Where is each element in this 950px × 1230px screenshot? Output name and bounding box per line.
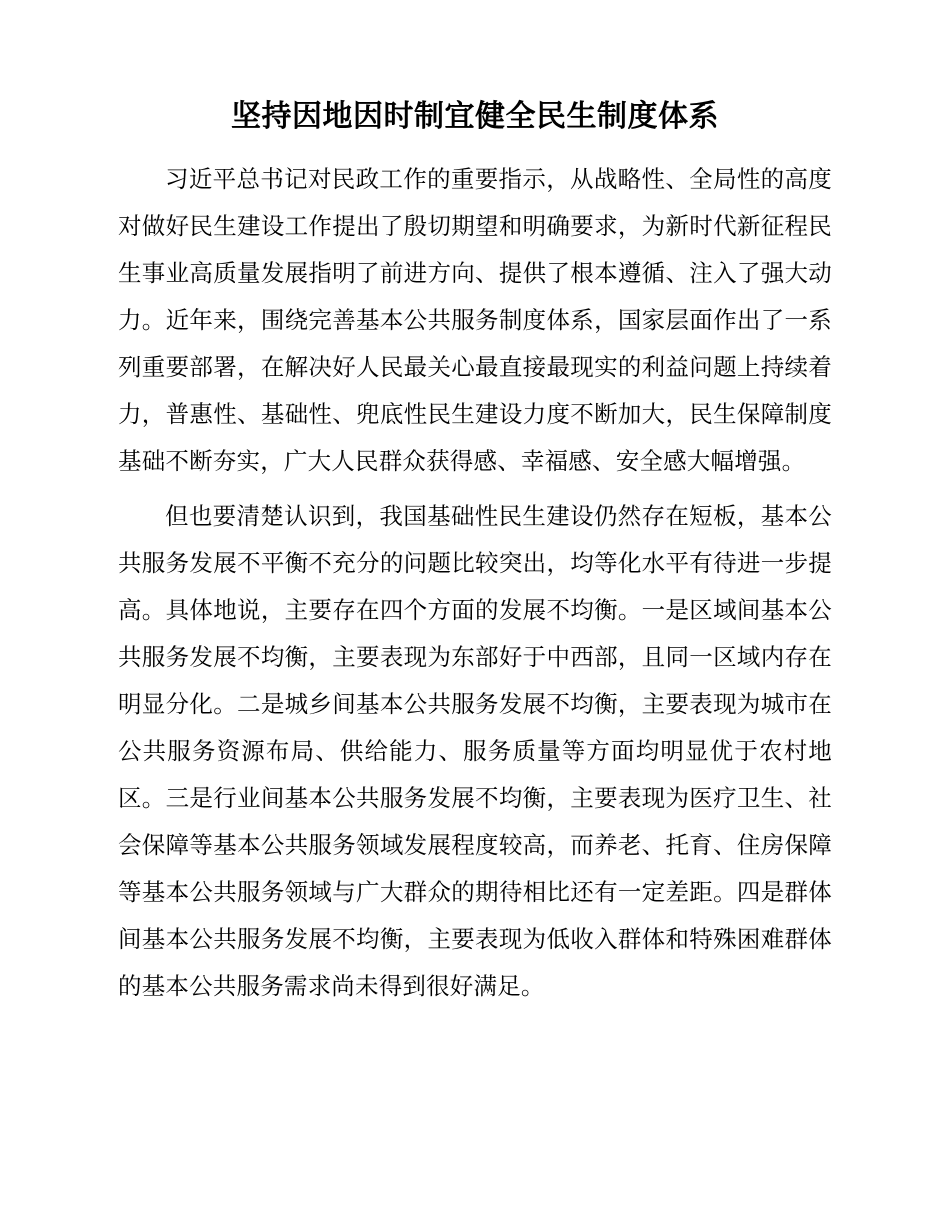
paragraph-1: 习近平总书记对民政工作的重要指示，从战略性、全局性的高度对做好民生建设工作提出了殷切期望和明确要求，为新时代新征程民生事业高质量发展指明了前进方向、提供了根本遵循、注入了强大动力。近年来，围绕完善基本公共服务制度体系，国家层面作出了一系列重要部署，在解决好人民最关心最直接最现实的利益问题上持续着力，普惠性、基础性、兜底性民生建设力度不断加大，民生保障制度基础不断夯实，广大人民群众获得感、幸福感、安全感大幅增强。 [118, 165, 832, 475]
page-title: 坚持因地因时制宜健全民生制度体系 [231, 99, 719, 134]
paragraph-2: 但也要清楚认识到，我国基础性民生建设仍然存在短板，基本公共服务发展不平衡不充分的问题比较突出，均等化水平有待进一步提高。具体地说，主要存在四个方面的发展不均衡。一是区域间基本公共服务发展不均衡，主要表现为东部好于中西部，且同一区域内存在明显分化。二是城乡间基本公共服务发展不均衡，主要表现为城市在公共服务资源布局、供给能力、服务质量等方面均明显优于农村地区。三是行业间基本公共服务发展不均衡，主要表现为医疗卫生、社会保障等基本公共服务领域发展程度较高，而养老、托育、住房保障等基本公共服务领域与广大群众的期待相比还有一定差距。四是群体间基本公共服务发展不均衡，主要表现为低收入群体和特殊困难群体的基本公共服务需求尚未得到很好满足。 [118, 502, 832, 1000]
